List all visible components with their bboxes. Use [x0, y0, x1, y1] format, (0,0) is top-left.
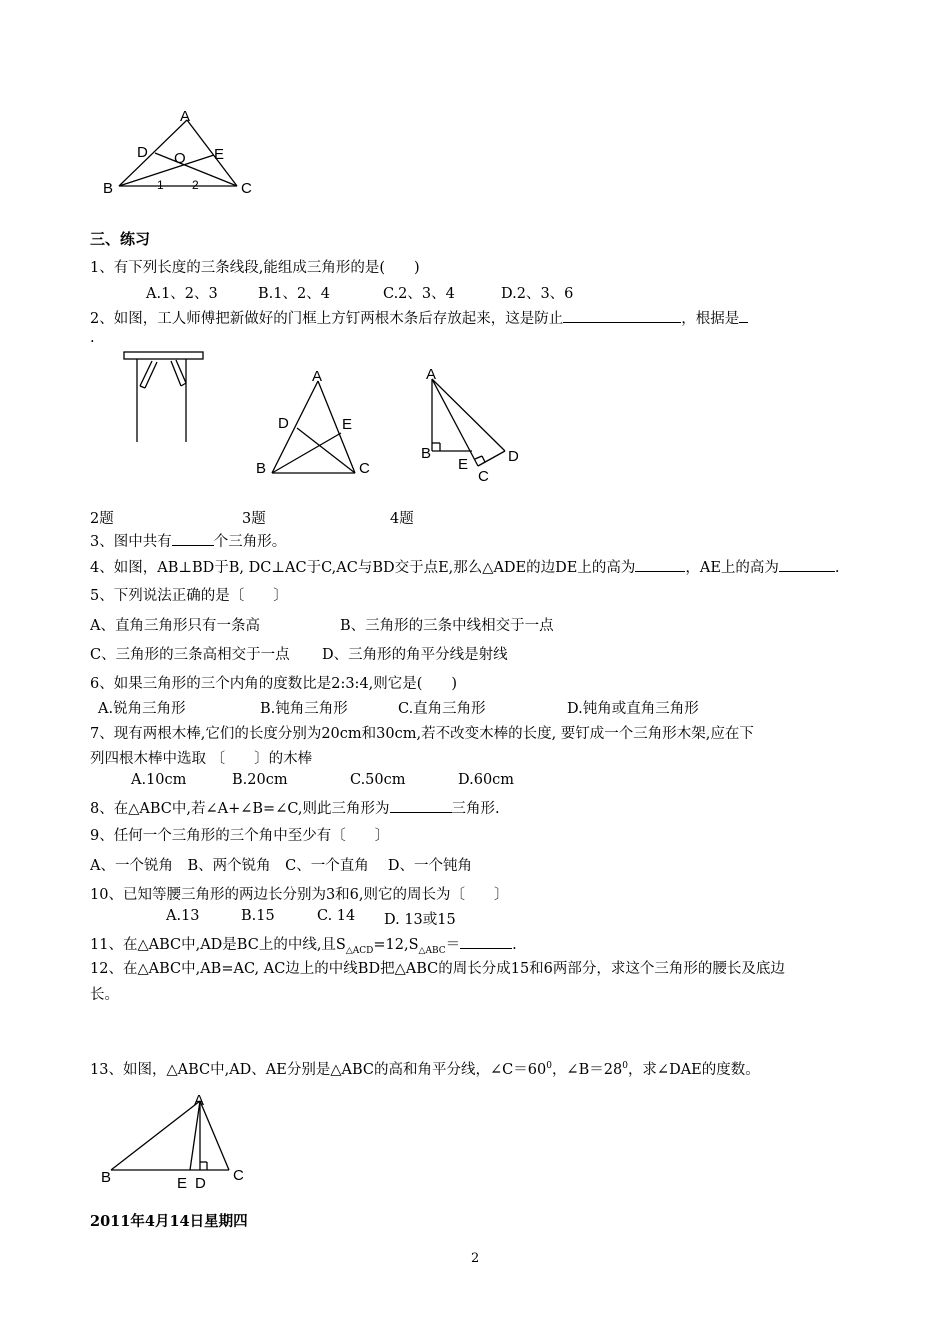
fig13-label-B: B	[101, 1169, 112, 1186]
section-title: 三、练习	[90, 230, 151, 248]
q10-text: 10、已知等腰三角形的两边长分别为3和6,则它的周长为〔 〕	[90, 887, 509, 903]
q5-option-d: D、三角形的角平分线是射线	[322, 647, 508, 663]
q2-text-b: ，根据是	[681, 311, 740, 327]
q10-option-d: D. 13或15	[384, 912, 456, 928]
q4-text-c: .	[834, 560, 840, 576]
q7-option-a: A.10cm	[131, 772, 187, 788]
q6-option-a: A.锐角三角形	[98, 701, 186, 717]
fig-top-label-A: A	[180, 108, 191, 125]
q11-text-b: =12,S	[373, 937, 419, 953]
q1-option-b: B.1、2、4	[258, 286, 330, 302]
q11-text-a: 11、在△ABC中,AD是BC上的中线,且S	[90, 937, 346, 953]
caption-q2: 2题	[90, 511, 114, 527]
q11-text-c: ＝	[445, 937, 461, 953]
fig3-label-D: D	[278, 415, 289, 432]
q7-option-d: D.60cm	[458, 772, 515, 788]
q1-option-c: C.2、3、4	[383, 286, 455, 302]
q11-text-d: .	[512, 937, 517, 953]
date-footer: 2011年4月14日星期四	[90, 1213, 248, 1230]
fig4-label-C: C	[478, 468, 489, 485]
fig3-label-C: C	[359, 460, 370, 477]
q13-text-c: ，求∠DAE的度数。	[627, 1062, 760, 1078]
fig4-label-A: A	[426, 366, 437, 383]
q4-text-b: ，AE上的高为	[685, 560, 779, 576]
fig4-label-E: E	[458, 456, 469, 473]
q6-text: 6、如果三角形的三个内角的度数比是2:3:4,则它是( )	[90, 676, 458, 692]
q4-text-a: 4、如图，AB⊥BD于B, DC⊥AC于C,AC与BD交于点E,那么△ADE的边DE上的高为	[90, 560, 636, 576]
fig13-label-E: E	[177, 1175, 188, 1192]
page-number: 2	[471, 1251, 480, 1266]
q1-option-d: D.2、3、6	[501, 286, 574, 302]
q5-option-c: C、三角形的三条高相交于一点	[90, 647, 290, 663]
fig13-label-A: A	[194, 1092, 205, 1109]
q13-text-a: 13、如图，△ABC中,AD、AE分别是△ABC的高和角平分线，∠C＝60	[90, 1062, 547, 1078]
fig13-label-D: D	[195, 1175, 206, 1192]
fig3-label-E: E	[342, 416, 353, 433]
q7-option-b: B.20cm	[232, 772, 288, 788]
q5-option-a: A、直角三角形只有一条高	[90, 618, 260, 634]
fig3-label-A: A	[312, 368, 323, 385]
q12-line-2: 长。	[90, 987, 119, 1003]
fig4-label-B: B	[421, 445, 432, 462]
fig-top-label-D: D	[137, 144, 148, 161]
q2-text-a: 2、如图，工人师傅把新做好的门框上方钉两根木条后存放起来，这是防止	[90, 311, 564, 327]
q5-option-b: B、三角形的三条中线相交于一点	[340, 618, 554, 634]
q7-option-c: C.50cm	[350, 772, 406, 788]
q11-sub-abc: △ABC	[418, 945, 446, 956]
q7-line-1: 7、现有两根木棒,它们的长度分别为20cm和30cm,若不改变木棒的长度, 要钉成一个三角形木架,应在下	[90, 726, 754, 742]
q9-options: A、一个锐角 B、两个锐角 C、一个直角 D、一个钝角	[90, 858, 472, 874]
q13-sup-2: 0	[622, 1061, 628, 1072]
q1-text: 1、有下列长度的三条线段,能组成三角形的是( )	[90, 260, 420, 276]
q12-line-1: 12、在△ABC中,AB=AC, AC边上的中线BD把△ABC的周长分成15和6两部分，求这个三角形的腰长及底边	[90, 961, 785, 977]
fig-top-label-2: 2	[192, 178, 199, 192]
q8-text-b: 三角形.	[451, 801, 500, 817]
q2-text-c: .	[90, 330, 95, 346]
caption-q3: 3题	[242, 511, 266, 527]
fig-top-label-1: 1	[157, 178, 164, 192]
q8-text-a: 8、在△ABC中,若∠A+∠B=∠C,则此三角形为	[90, 801, 390, 817]
q5-text: 5、下列说法正确的是〔 〕	[90, 588, 288, 604]
q6-option-b: B.钝角三角形	[260, 701, 348, 717]
q13-text-b: ，∠B＝28	[551, 1062, 623, 1078]
fig4-label-D: D	[508, 448, 519, 465]
fig3-label-B: B	[256, 460, 267, 477]
fig-top-label-O: O	[174, 150, 186, 167]
q11-sub-acd: △ACD	[345, 945, 374, 956]
q10-option-c: C. 14	[317, 908, 356, 924]
q9-text: 9、任何一个三角形的三个角中至少有〔 〕	[90, 828, 390, 844]
q3-text-b: 个三角形。	[213, 534, 287, 550]
fig-top-label-C: C	[241, 180, 252, 197]
fig-top-label-E: E	[214, 146, 225, 163]
fig-top-label-B: B	[103, 180, 114, 197]
q10-option-a: A.13	[166, 908, 200, 924]
q6-option-d: D.钝角或直角三角形	[567, 701, 699, 717]
q7-line-2: 列四根木棒中选取 〔 〕的木棒	[90, 751, 313, 767]
q6-option-c: C.直角三角形	[398, 701, 486, 717]
q13-sup-1: 0	[546, 1061, 552, 1072]
q10-option-b: B.15	[241, 908, 275, 924]
q3-text-a: 3、图中共有	[90, 534, 172, 550]
q1-option-a: A.1、2、3	[146, 286, 218, 302]
fig13-label-C: C	[233, 1167, 244, 1184]
caption-q4: 4题	[390, 511, 414, 527]
